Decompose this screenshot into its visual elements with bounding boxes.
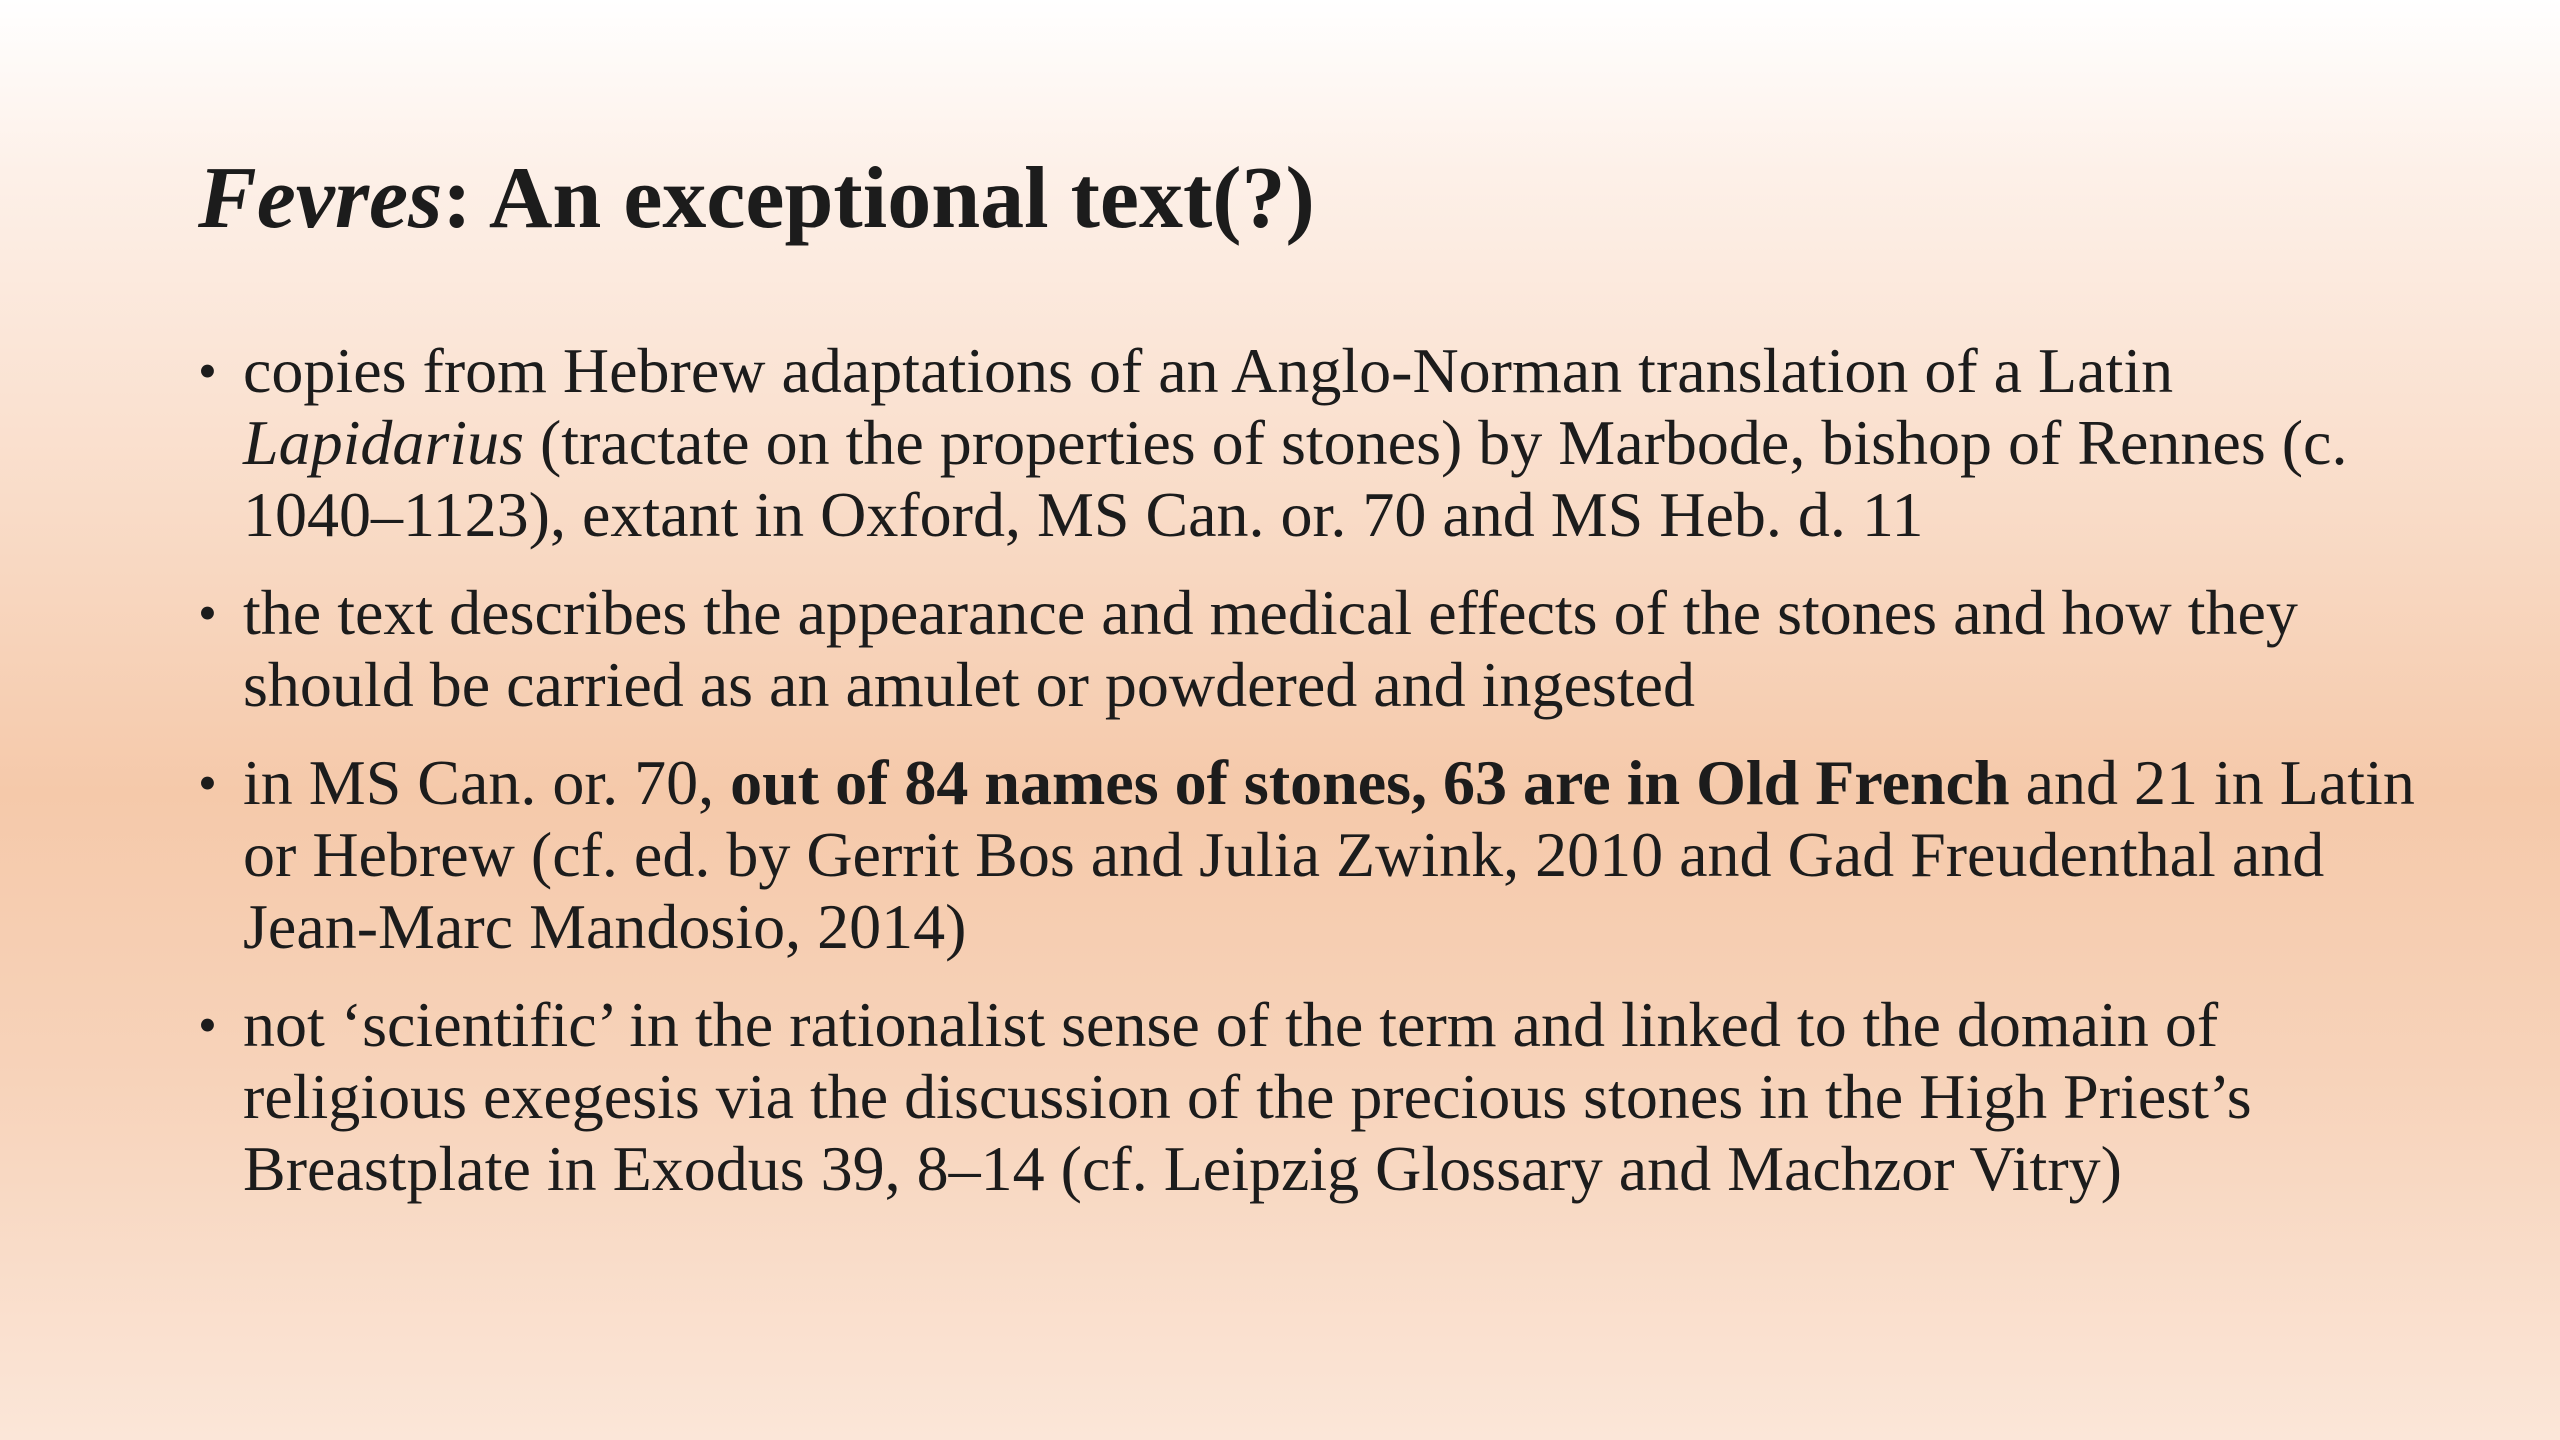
bullet-1-suffix: (tractate on the properties of stones) by Marbode, bishop of Rennes (c. 1040–1123), extant in Oxford, MS Can. or. 70 and MS Heb. d. 11 [243,407,2348,550]
bullet-item-1 [188,335,2438,551]
bullet-3-suffix: and 21 in Latin or Hebrew (cf. ed. by Gerrit Bos and Julia Zwink, 2010 and Gad Freudenthal and Jean-Marc Mandosio, 2014) [243,747,2415,962]
bullet-3-bold: out of 84 names of stones, 63 are in Old French [730,747,2010,818]
slide-title [198,148,1315,249]
bullet-marker: • [198,583,217,643]
bullet-4-text: not ‘scientific’ in the rationalist sense of the term and linked to the domain of religious exegesis via the discussion of the precious stones in the High Priest’s Breastplate in Exodus 39, 8–14 (cf. Leipzig Glossary and Machzor Vitry) [243,989,2252,1204]
bullet-3-prefix: in MS Can. or. 70, [243,747,731,818]
bullet-item-4 [188,989,2438,1205]
bullet-list [188,335,2438,1231]
bullet-1-italic: Lapidarius [243,407,524,478]
bullet-marker: • [198,753,217,813]
bullet-2-text: the text describes the appearance and medical effects of the stones and how they should be carried as an amulet or powdered and ingested [243,577,2298,720]
slide-title-italic: Fevres [198,150,443,247]
bullet-item-3 [188,747,2438,963]
bullet-item-2 [188,577,2438,721]
bullet-marker: • [198,341,217,401]
bullet-marker: • [198,995,217,1055]
slide-title-rest: : An exceptional text(?) [442,150,1315,247]
bullet-1-prefix: copies from Hebrew adaptations of an Anglo-Norman translation of a Latin [243,335,2174,406]
